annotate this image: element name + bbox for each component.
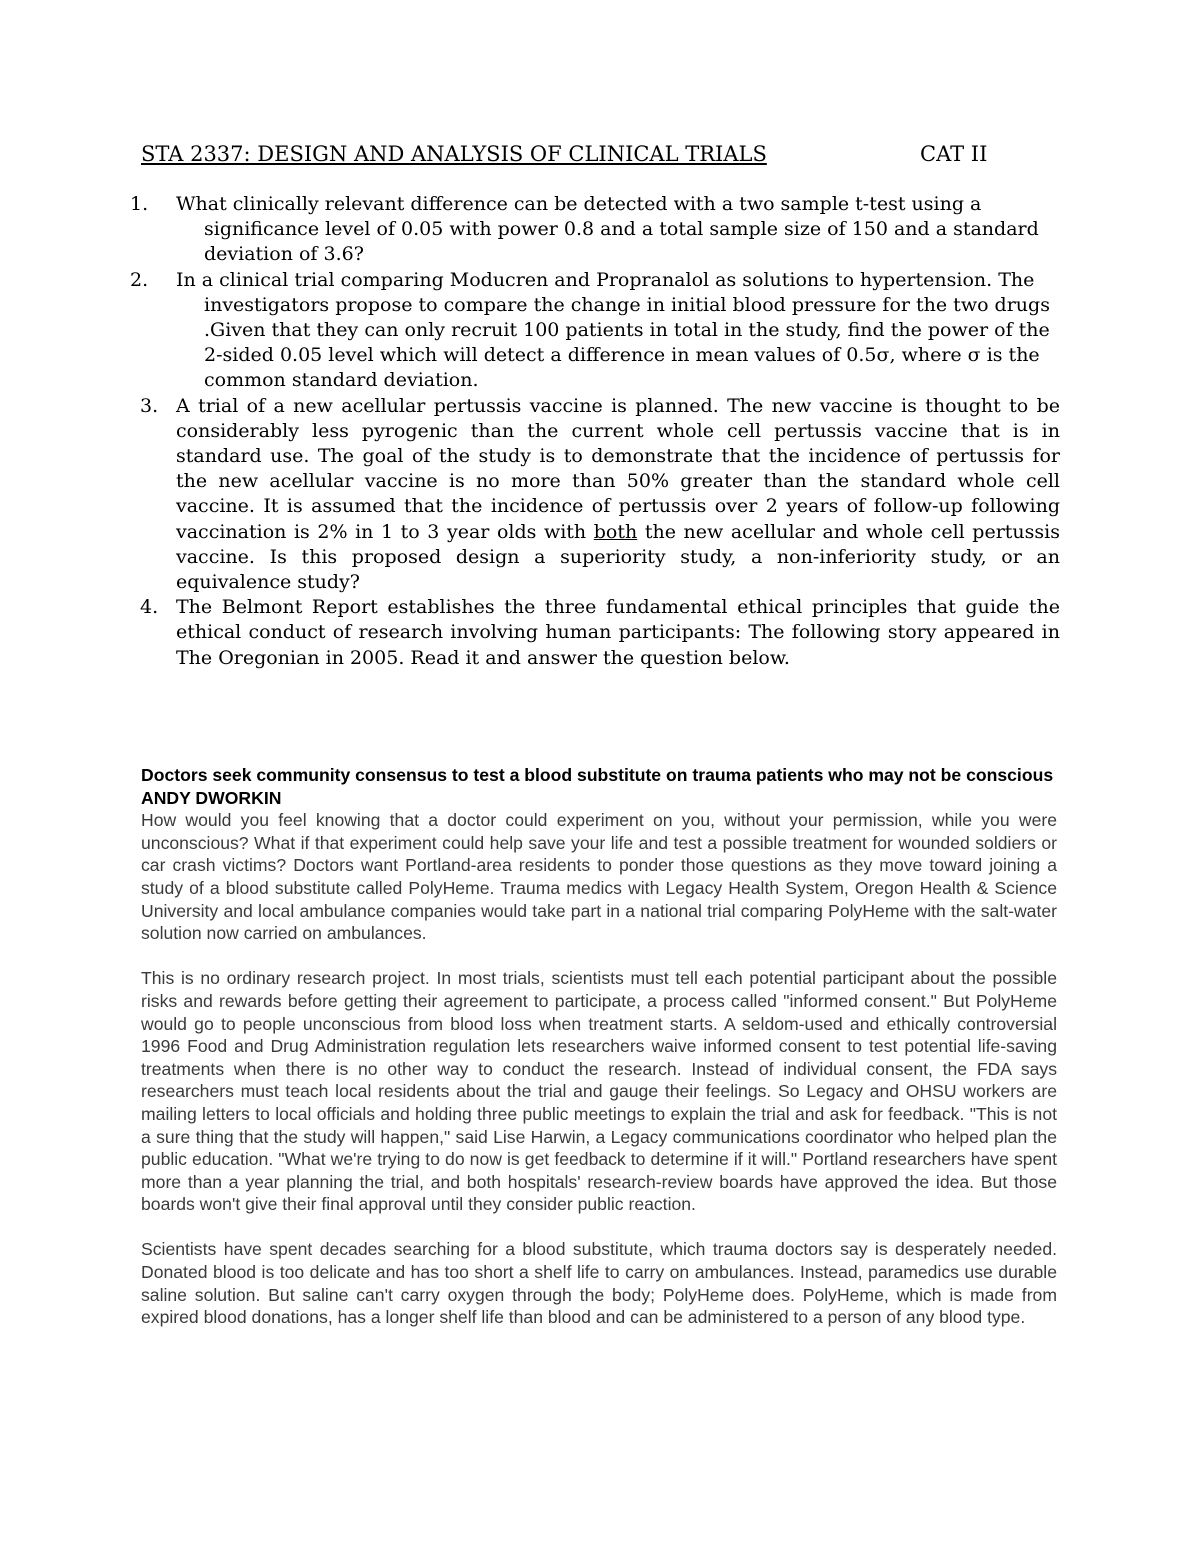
news-article [141,764,1057,1329]
question-text: The Belmont Report establishes the three fundamental ethical principles that guide the ethical conduct of research involving human participants: The following story appeared in The Oregonian in 2005. Read it and answer the question below. [176,596,1060,669]
question-item-2 [130,268,1060,394]
question-number: 4. [140,596,159,619]
question-list [130,192,1060,671]
article-paragraph-2: This is no ordinary research project. In most trials, scientists must tell each potential participant about the possible risks and rewards before getting their agreement to participate, a process called "informed consent." But PolyHeme would go to people unconscious from blood loss when treatment starts. A seldom-used and ethically controversial 1996 Food and Drug Administration regulation lets researchers waive informed consent to test potential life-saving treatments when there is no other way to conduct the research. Instead of individual consent, the FDA says researchers must teach local residents about the trial and gauge their feelings. So Legacy and OHSU workers are mailing letters to local officials and holding three public meetings to explain the trial and ask for feedback. "This is not a sure thing that the study will happen," said Lise Harwin, a Legacy communications coordinator who helped plan the public education. "What we're trying to do now is get feedback to determine if it will." Portland researchers have spent more than a year planning the trial, and both hospitals' research-review boards have approved the idea. But those boards won't give their final approval until they consider public reaction. [141,968,1057,1215]
question-item-3 [130,394,1060,596]
underlined-word: both [593,520,638,543]
question-item-4 [130,595,1060,671]
question-text-part: A trial of a new acellular pertussis vaccine is planned. The new vaccine is thought to be considerably less pyrogenic than the current whole cell pertussis vaccine that is in standard use. The goal of the study is to demonstrate that the incidence of pertussis for the new acellular vaccine is no more than 50% greater than the standard whole cell vaccine. It is assumed that the incidence of pertussis over 2 years of follow-up following vaccination is 2% in 1 to 3 year olds with [176,394,1060,543]
question-text [176,394,1060,596]
question-text-part: the new acellular and whole cell pertussis vaccine. Is this proposed design a superiority study, a non-inferiority study, or an equivalence study? [176,520,1060,594]
article-byline: ANDY DWORKIN [141,787,282,808]
article-paragraph-1: How would you feel knowing that a doctor could experiment on you, without your permission, while you were unconscious? What if that experiment could help save your life and test a possible treatment for wounded soldiers or car crash victims? Doctors want Portland-area residents to ponder those questions as they move toward joining a study of a blood substitute called PolyHeme. Trauma medics with Legacy Health System, Oregon Health & Science University and local ambulance companies would take part in a national trial comparing PolyHeme with the salt-water solution now carried on ambulances. [141,810,1057,944]
document-title [141,140,1001,168]
article-paragraph-3: Scientists have spent decades searching for a blood substitute, which trauma doctors say is desperately needed. Donated blood is too delicate and has too short a shelf life to carry on ambulances. Instead, paramedics use durable saline solution. But saline can't carry oxygen through the body; PolyHeme does. PolyHeme, which is made from expired blood donations, has a longer shelf life than blood and can be administered to a person of any blood type. [141,1239,1057,1328]
question-number: 1. [130,193,149,215]
course-title: STA 2337: DESIGN AND ANALYSIS OF CLINICAL TRIALS [141,142,767,166]
article-headline: Doctors seek community consensus to test a blood substitute on trauma patients who may not be conscious [141,765,1054,785]
question-number: 3. [140,394,159,417]
cat-label: CAT II [920,142,988,166]
question-text: In a clinical trial comparing Moducren and Propranalol as solutions to hypertension. The investigators propose to compare the change in initial blood pressure for the two drugs .Given that they can only recruit 100 patients in total in the study, find the power of the 2-sided 0.05 level which will detect a difference in mean values of 0.5σ, where σ is the common standard deviation. [176,268,1050,392]
question-number: 2. [130,268,149,291]
question-item-1 [130,192,1060,268]
question-text: What clinically relevant difference can be detected with a two sample t-test using a significance level of 0.05 with power 0.8 and a total sample size of 150 and a standard deviation of 3.6? [176,193,1039,266]
